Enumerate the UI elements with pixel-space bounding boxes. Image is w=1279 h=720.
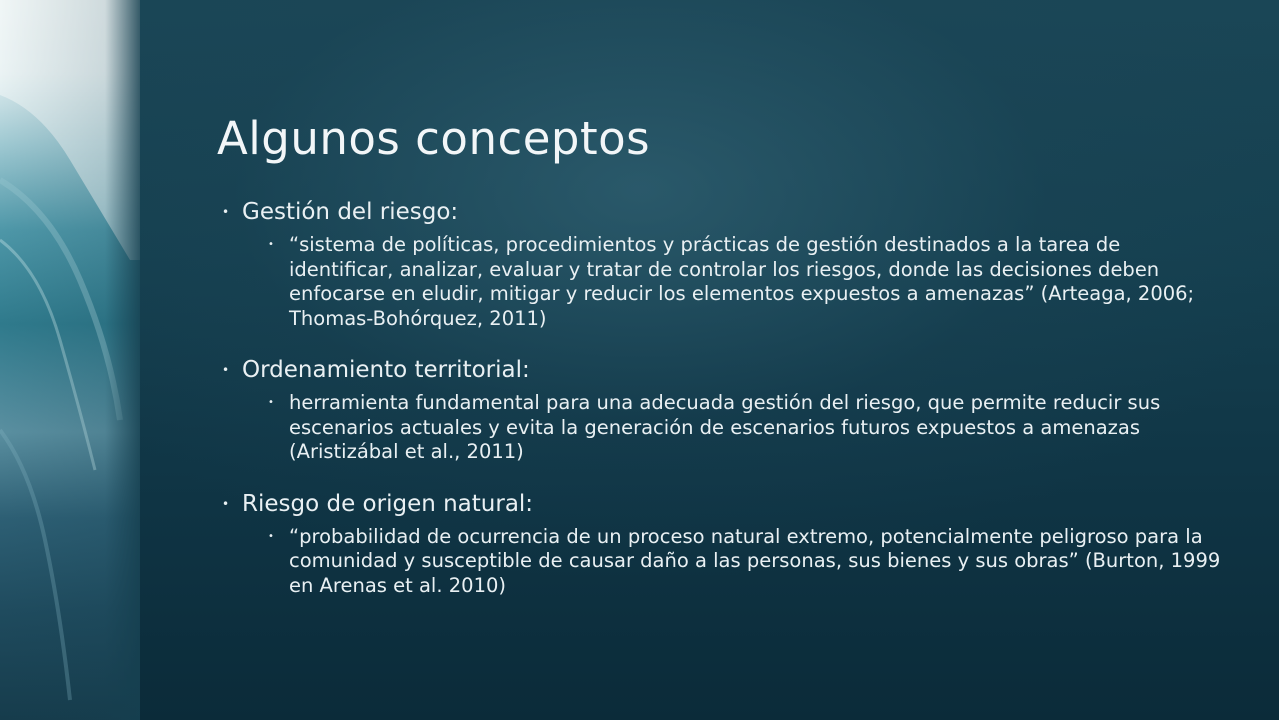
bullet-item-riesgo-de-origen-natural	[215, 487, 1225, 521]
definition-text: “probabilidad de ocurrencia de un proceso natural extremo, potencialmente peligroso para la comunidad y susceptible de causar daño a las personas, sus bienes y sus obras” (Burton, 1999 en Arenas et al. 2010)	[289, 524, 1221, 597]
bullet-icon: •	[268, 239, 274, 250]
bullet-icon: •	[222, 496, 230, 511]
bullet-item-ordenamiento-territorial	[215, 353, 1225, 387]
bullet-item-gestion-del-riesgo	[215, 195, 1225, 229]
slide-body	[215, 195, 1225, 620]
bullet-icon: •	[268, 397, 274, 408]
bullet-icon: •	[222, 205, 230, 219]
bullet-icon: •	[222, 363, 230, 377]
bullet-icon: •	[268, 530, 274, 542]
sub-bullet-definition	[262, 525, 1225, 599]
bullet-heading: Riesgo de origen natural:	[242, 490, 534, 517]
sub-bullet-definition	[262, 391, 1225, 465]
ocean-wave-image	[0, 0, 140, 720]
bullet-heading: Gestión del riesgo:	[242, 199, 459, 225]
bullet-heading: Ordenamiento territorial:	[242, 357, 530, 383]
definition-text: herramienta fundamental para una adecuada gestión del riesgo, que permite reducir sus escenarios actuales y evita la generación de escenarios futuros expuestos a amenazas (Aristizábal et al., 2011)	[289, 391, 1161, 463]
sub-bullet-definition	[262, 233, 1225, 331]
slide-title: Algunos conceptos	[217, 112, 651, 165]
definition-text: “sistema de políticas, procedimientos y prácticas de gestión destinados a la tarea de identificar, analizar, evaluar y tratar de controlar los riesgos, donde las decisiones deben enfocarse en eludir, mitigar y reducir los elementos expuestos a amenazas” (Arteaga, 2006; Thomas-Bohórquez, 2011)	[289, 233, 1195, 330]
